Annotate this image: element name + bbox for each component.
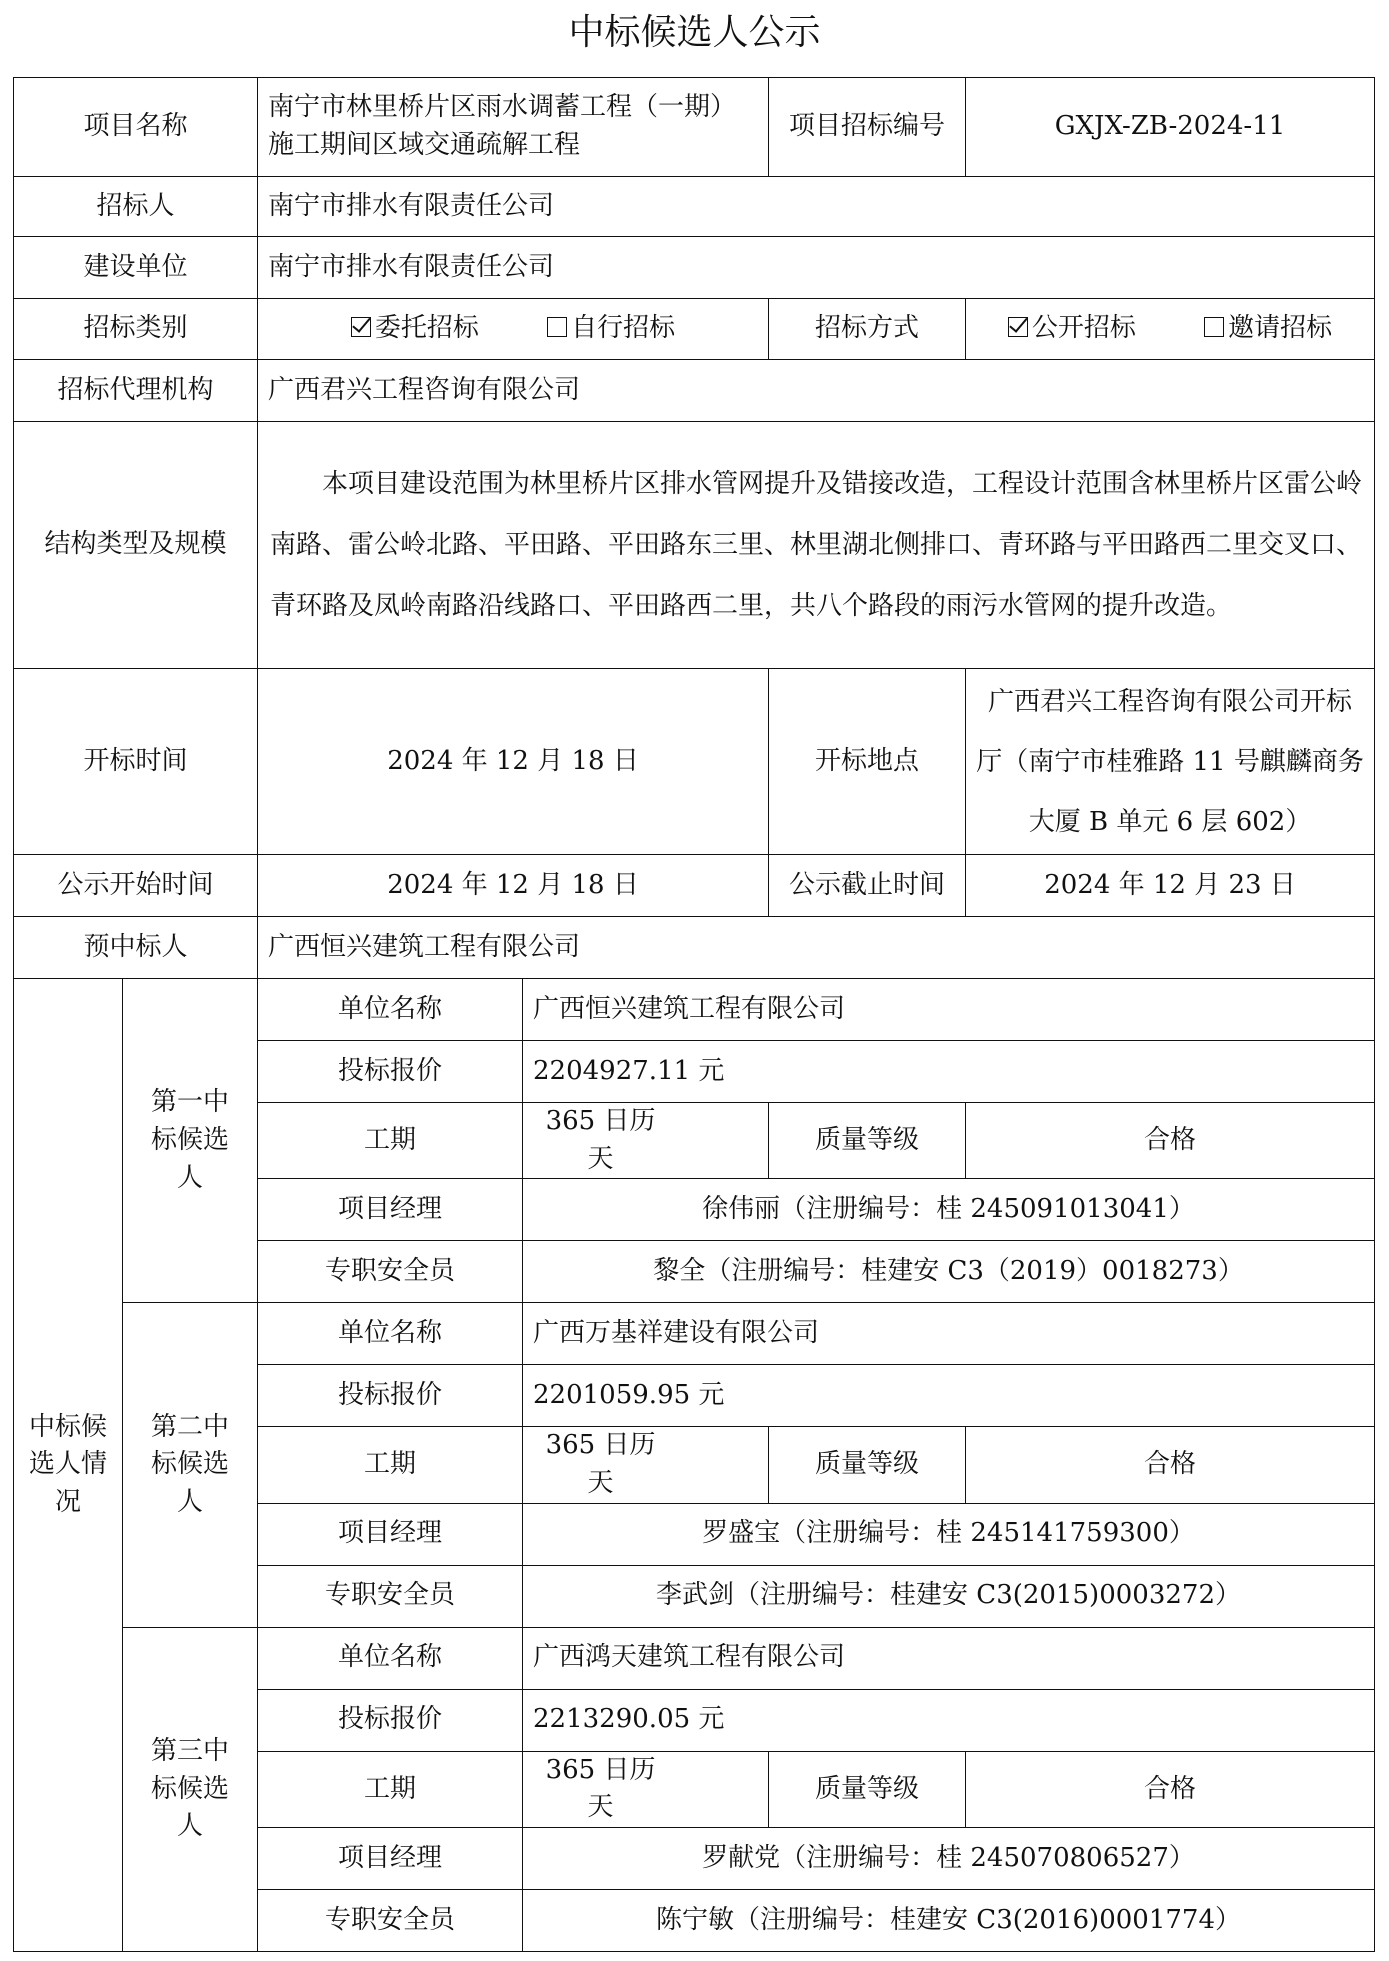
scope-value: 本项目建设范围为林里桥片区排水管网提升及错接改造，工程设计范围含林里桥片区雷公岭南路、雷公岭北路、平田路、平田路东三里、林里湖北侧排口、青环路与平田路西二里交叉口、青环路及凤岭南路沿线路口、平田路西二里，共八个路段的雨污水管网的提升改造。 — [258, 422, 1375, 669]
project-code-value: GXJX-ZB-2024-11 — [966, 78, 1375, 177]
candidate-2-period: 365 日历天 — [523, 1427, 769, 1503]
row-publicity — [14, 855, 1375, 917]
table-row — [14, 1627, 1375, 1689]
page-title: 中标候选人公示 — [568, 12, 821, 53]
method-option-public[interactable]: 公开招标 — [1008, 310, 1136, 348]
row-tenderer — [14, 177, 1375, 237]
candidate-1-bid: 2204927.11 元 — [523, 1041, 1375, 1103]
field-label-quality: 质量等级 — [769, 1427, 966, 1503]
row-agency — [14, 360, 1375, 422]
candidate-2-safety: 李武剑（注册编号：桂建安 C3(2015)0003272） — [523, 1565, 1375, 1627]
publicity-end-label: 公示截止时间 — [769, 855, 966, 917]
candidate-3-rank: 第三中标候选人 — [123, 1627, 258, 1951]
field-label-safety: 专职安全员 — [258, 1565, 523, 1627]
field-label-quality: 质量等级 — [769, 1751, 966, 1827]
field-label-manager: 项目经理 — [258, 1828, 523, 1890]
open-place-value: 广西君兴工程咨询有限公司开标厅（南宁市桂雅路 11 号麒麟商务大厦 B 单元 6 层 602） — [966, 669, 1375, 855]
candidate-3-manager: 罗献党（注册编号：桂 245070806527） — [523, 1828, 1375, 1890]
project-name-value: 南宁市林里桥片区雨水调蓄工程（一期）施工期间区域交通疏解工程 — [258, 78, 769, 177]
candidate-2-rank: 第二中标候选人 — [123, 1303, 258, 1627]
method-option-invite[interactable]: 邀请招标 — [1204, 310, 1332, 348]
publicity-start-label: 公示开始时间 — [14, 855, 258, 917]
candidate-1-manager: 徐伟丽（注册编号：桂 245091013041） — [523, 1179, 1375, 1241]
candidate-3-safety: 陈宁敏（注册编号：桂建安 C3(2016)0001774） — [523, 1890, 1375, 1952]
candidate-1-rank: 第一中标候选人 — [123, 979, 258, 1303]
field-label-company: 单位名称 — [258, 979, 523, 1041]
table-row — [14, 979, 1375, 1041]
candidate-3-quality: 合格 — [966, 1751, 1375, 1827]
category-label: 招标类别 — [14, 299, 258, 360]
agency-value: 广西君兴工程咨询有限公司 — [258, 360, 1375, 422]
candidates-section-label: 中标候选人情况 — [14, 979, 123, 1952]
category-option-entrusted[interactable]: 委托招标 — [351, 310, 479, 348]
field-label-period: 工期 — [258, 1427, 523, 1503]
row-scope — [14, 422, 1375, 669]
field-label-period: 工期 — [258, 1751, 523, 1827]
candidate-3-company: 广西鸿天建筑工程有限公司 — [523, 1627, 1375, 1689]
candidate-2-bid: 2201059.95 元 — [523, 1365, 1375, 1427]
project-code-label: 项目招标编号 — [769, 78, 966, 177]
scope-label: 结构类型及规模 — [14, 422, 258, 669]
checkbox-icon — [1008, 317, 1028, 337]
preliminary-winner-label: 预中标人 — [14, 917, 258, 979]
field-label-company: 单位名称 — [258, 1303, 523, 1365]
field-label-period: 工期 — [258, 1103, 523, 1179]
category-options — [258, 299, 769, 360]
field-label-bid: 投标报价 — [258, 1365, 523, 1427]
candidate-1-safety: 黎全（注册编号：桂建安 C3（2019）0018273） — [523, 1241, 1375, 1303]
row-preliminary-winner — [14, 917, 1375, 979]
category-option-self[interactable]: 自行招标 — [547, 310, 675, 348]
publicity-start-value: 2024 年 12 月 18 日 — [258, 855, 769, 917]
project-name-label: 项目名称 — [14, 78, 258, 177]
preliminary-winner-value: 广西恒兴建筑工程有限公司 — [258, 917, 1375, 979]
method-label: 招标方式 — [769, 299, 966, 360]
candidate-2-company: 广西万基祥建设有限公司 — [523, 1303, 1375, 1365]
publicity-end-value: 2024 年 12 月 23 日 — [966, 855, 1375, 917]
field-label-safety: 专职安全员 — [258, 1890, 523, 1952]
candidate-3-period: 365 日历天 — [523, 1751, 769, 1827]
field-label-safety: 专职安全员 — [258, 1241, 523, 1303]
row-project-name — [14, 78, 1375, 177]
builder-label: 建设单位 — [14, 237, 258, 299]
candidate-1-company: 广西恒兴建筑工程有限公司 — [523, 979, 1375, 1041]
checkbox-icon — [351, 317, 371, 337]
candidate-1-period: 365 日历天 — [523, 1103, 769, 1179]
candidate-2-manager: 罗盛宝（注册编号：桂 245141759300） — [523, 1503, 1375, 1565]
row-opening — [14, 669, 1375, 855]
agency-label: 招标代理机构 — [14, 360, 258, 422]
field-label-company: 单位名称 — [258, 1627, 523, 1689]
candidate-1-quality: 合格 — [966, 1103, 1375, 1179]
open-time-value: 2024 年 12 月 18 日 — [258, 669, 769, 855]
builder-value: 南宁市排水有限责任公司 — [258, 237, 1375, 299]
candidate-3-bid: 2213290.05 元 — [523, 1689, 1375, 1751]
field-label-quality: 质量等级 — [769, 1103, 966, 1179]
candidate-2-quality: 合格 — [966, 1427, 1375, 1503]
method-options — [966, 299, 1375, 360]
open-time-label: 开标时间 — [14, 669, 258, 855]
tenderer-label: 招标人 — [14, 177, 258, 237]
open-place-label: 开标地点 — [769, 669, 966, 855]
checkbox-icon — [547, 317, 567, 337]
checkbox-icon — [1204, 317, 1224, 337]
field-label-bid: 投标报价 — [258, 1689, 523, 1751]
field-label-manager: 项目经理 — [258, 1503, 523, 1565]
table-row — [14, 1303, 1375, 1365]
notice-table — [13, 77, 1375, 1952]
field-label-manager: 项目经理 — [258, 1179, 523, 1241]
tenderer-value: 南宁市排水有限责任公司 — [258, 177, 1375, 237]
field-label-bid: 投标报价 — [258, 1041, 523, 1103]
row-category — [14, 299, 1375, 360]
row-builder — [14, 237, 1375, 299]
